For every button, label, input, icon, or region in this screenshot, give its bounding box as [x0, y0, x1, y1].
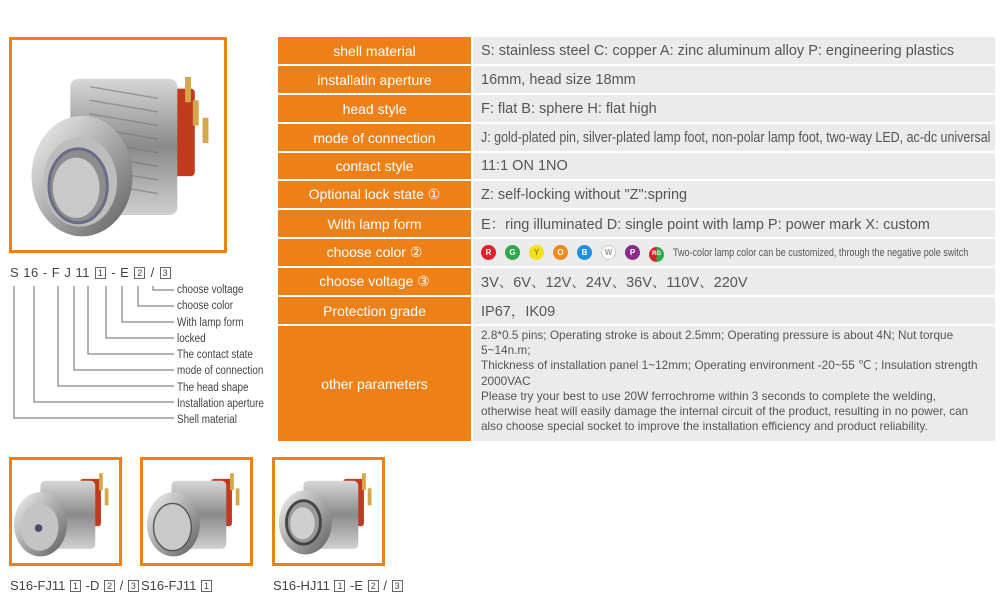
spec-row-protection	[278, 297, 995, 324]
product-thumbnail-high-ring	[272, 457, 385, 566]
spec-row-lock-state	[278, 181, 995, 208]
spec-row-head-style	[278, 95, 995, 122]
caption-text: -E	[350, 578, 364, 593]
other-param-line: Please try your best to use 20W ferrochrome within 3 seconds to complete the welding, otherwise heat will easily damage the internal circuit of the product, resulting in no power, can also choose special socket to improve the installation efficiency and product reliability.	[481, 388, 969, 434]
switch-thumbnail-illustration	[12, 460, 119, 563]
switch-thumbnail-illustration	[143, 460, 250, 563]
caption-slash: /	[383, 578, 387, 593]
spec-row-aperture	[278, 66, 995, 93]
color-dot-r: R	[481, 245, 496, 260]
spec-value: IP67，IK09	[473, 297, 995, 324]
spec-label: head style	[278, 95, 471, 122]
legend-item: Shell material	[177, 414, 237, 427]
caption-box: 3	[128, 580, 139, 592]
spec-label: With lamp form	[278, 210, 471, 237]
other-param-line: Thickness of installation panel 1~12mm; Operating environment -20~55 ℃ ; Insulation strength 2000VAC	[481, 358, 978, 388]
spec-value: 11:1 ON 1NO	[473, 153, 995, 179]
caption-slash: /	[119, 578, 124, 593]
caption-text: -D	[85, 578, 100, 593]
caption-box: 1	[70, 580, 81, 592]
spec-value-text: J: gold-plated pin, silver-plated lamp foot, non-polar lamp foot, two-way LED, ac-dc universal	[481, 129, 991, 146]
color-dot-rg: RG	[649, 247, 664, 262]
spec-table	[278, 37, 995, 443]
spec-row-shell-material	[278, 37, 995, 64]
spec-row-connection	[278, 124, 995, 151]
spec-label: contact style	[278, 153, 471, 179]
legend-item: locked	[177, 332, 206, 345]
model-code-box-3: 3	[160, 267, 171, 279]
legend-item: With lamp form	[177, 316, 244, 329]
caption-text: S16-FJ11	[141, 578, 197, 593]
model-code-box-1: 1	[95, 267, 106, 279]
caption-text: S16-HJ11	[273, 578, 330, 593]
color-dot-list	[481, 243, 673, 262]
spec-label: shell material	[278, 37, 471, 64]
spec-value: 3V、6V、12V、24V、36V、110V、220V	[473, 268, 995, 295]
spec-value: 16mm, head size 18mm	[473, 66, 995, 93]
spec-row-color	[278, 239, 995, 266]
legend-list	[177, 282, 264, 429]
spec-value: S: stainless steel C: copper A: zinc aluminum alloy P: engineering plastics	[473, 37, 995, 64]
spec-row-voltage	[278, 268, 995, 295]
model-code-mid: - E	[111, 265, 130, 280]
caption-thumbnail-3	[273, 578, 404, 593]
color-dot-y: Y	[529, 245, 544, 260]
spec-value	[473, 124, 995, 151]
color-note: Two-color lamp color can be customized, through the negative pole switch	[673, 246, 969, 259]
caption-box: 3	[392, 580, 403, 592]
push-button-switch-illustration	[12, 40, 224, 250]
switch-thumbnail-illustration	[275, 460, 382, 563]
legend-item: choose color	[177, 300, 234, 313]
legend-item: The head shape	[177, 381, 249, 394]
model-code-box-2: 2	[134, 267, 145, 279]
color-dot-w: W	[601, 245, 616, 260]
spec-label: Protection grade	[278, 297, 471, 324]
spec-row-contact-style	[278, 153, 995, 179]
caption-box: 2	[104, 580, 115, 592]
caption-text: S16-FJ11	[10, 578, 66, 593]
spec-label: other parameters	[278, 326, 471, 441]
caption-thumbnail-2	[141, 578, 213, 593]
product-photo-main	[9, 37, 227, 253]
color-dot-p: P	[625, 245, 640, 260]
spec-row-other	[278, 326, 995, 441]
caption-box: 1	[201, 580, 212, 592]
caption-box: 2	[368, 580, 379, 592]
spec-label: choose color ②	[278, 239, 471, 266]
spec-label: Optional lock state ①	[278, 181, 471, 208]
spec-value: F: flat B: sphere H: flat high	[473, 95, 995, 122]
caption-thumbnail-1	[10, 578, 140, 593]
color-dot-g: G	[505, 245, 520, 260]
color-options	[473, 239, 995, 266]
legend-item: choose voltage	[177, 284, 244, 296]
spec-label: mode of connection	[278, 124, 471, 151]
spec-label: choose voltage ③	[278, 268, 471, 295]
model-code-prefix: S 16 - F J 11	[10, 265, 90, 280]
spec-row-lamp-form	[278, 210, 995, 237]
color-dot-b: B	[577, 245, 592, 260]
color-dot-o: O	[553, 245, 568, 260]
legend-item: Installation aperture	[177, 398, 264, 411]
caption-box: 1	[334, 580, 345, 592]
product-thumbnail-dot	[9, 457, 122, 566]
spec-label: installatin aperture	[278, 66, 471, 93]
legend-item: mode of connection	[177, 365, 264, 378]
spec-value: Z: self-locking without "Z":spring	[473, 181, 995, 208]
spec-value: E：ring illuminated D: single point with lamp P: power mark X: custom	[473, 210, 995, 237]
other-parameters-text	[473, 326, 995, 441]
model-code-slash: /	[150, 265, 155, 280]
other-param-line: 2.8*0.5 pins; Operating stroke is about 2.5mm; Operating pressure is about 4N; Nut torque 5~14n.m;	[481, 328, 954, 358]
legend-item: The contact state	[177, 349, 253, 362]
product-thumbnail-flat	[140, 457, 253, 566]
